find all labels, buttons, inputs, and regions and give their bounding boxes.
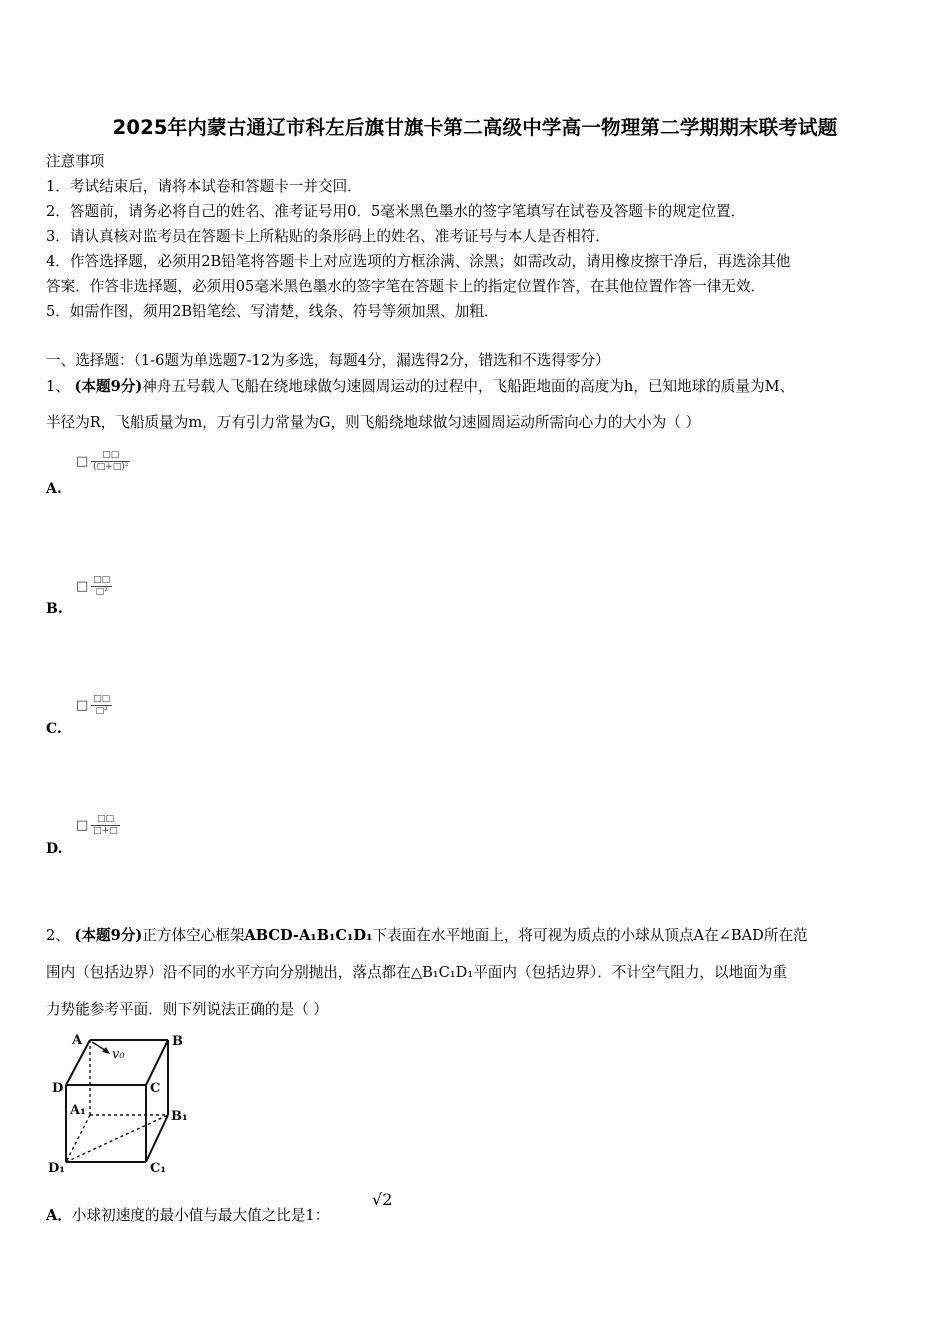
label-d1: D₁ <box>48 1161 65 1176</box>
notice-item-4-cont: 答案．作答非选择题，必须用05毫米黑色墨水的签字笔在答题卡上的指定位置作答，在其他位置作答一律无效． <box>46 278 766 295</box>
q1-option-c-box: □ <box>76 698 89 713</box>
q1-stem-line1 <box>46 377 794 397</box>
edge-c1b1 <box>146 1115 168 1162</box>
q2-text-2: 下表面在水平地面上，将可视为质点的小球从顶点A在∠BAD所在范 <box>372 927 808 944</box>
q2-stem-line1 <box>46 926 808 946</box>
q2-option-a-label: A． <box>46 1207 72 1224</box>
q1-option-c-label: C. <box>46 721 62 737</box>
cube-figure <box>46 1030 206 1180</box>
label-b: B <box>172 1034 183 1049</box>
q1-option-b-formula <box>76 575 112 598</box>
q1-option-a-num: □□ <box>91 450 130 462</box>
q2-stem-line2: 围内（包括边界）沿不同的水平方向分别抛出，落点都在△B₁C₁D₁平面内（包括边界）．不计空气阻力，以地面为重 <box>46 964 787 981</box>
q1-option-d-num: □□ <box>91 814 120 826</box>
q1-option-b-num: □□ <box>93 575 111 585</box>
q2-option-a-text: 小球初速度的最小值与最大值之比是1： <box>71 1207 330 1224</box>
q1-option-a-den: (□+□)² <box>93 462 129 472</box>
hidden-diagonal-d1b1 <box>66 1115 168 1162</box>
page-title: 2025年内蒙古通辽市科左后旗甘旗卡第二高级中学高一物理第二学期期末联考试题 <box>112 116 838 139</box>
q1-option-d-label: D. <box>46 841 63 857</box>
q1-option-a-formula <box>76 450 130 473</box>
q1-option-b-den: □² <box>95 587 108 597</box>
label-c: C <box>150 1081 161 1096</box>
label-v0: v₀ <box>112 1047 125 1062</box>
velocity-arrowhead <box>102 1047 110 1054</box>
notice-item-3: 3．请认真核对监考员在答题卡上所粘贴的条形码上的姓名、准考证号与本人是否相符． <box>46 228 610 245</box>
q1-option-c-num: □□ <box>93 694 111 704</box>
q1-option-d-den: □+□ <box>93 826 118 836</box>
q1-text-1: 神舟五号载人飞船在绕地球做匀速圆周运动的过程中，飞船距地面的高度为h，已知地球的质量为M、 <box>142 378 795 395</box>
notice-item-4: 4．作答选择题，必须用2B铅笔将答题卡上对应选项的方框涂满、涂黑；如需改动，请用橡皮擦干净后，再选涂其他 <box>46 253 791 270</box>
notice-item-2: 2．答题前，请务必将自己的姓名、准考证号用0．5毫米黑色墨水的签字笔填写在试卷及答题卡的规定位置． <box>46 203 746 220</box>
q1-option-b-box: □ <box>76 579 89 594</box>
q1-number: 1、 <box>46 378 70 395</box>
q1-option-c-formula <box>76 694 112 717</box>
q1-option-b-label: B. <box>46 601 63 617</box>
q1-option-d-box: □ <box>76 818 89 833</box>
q1-option-a-box: □ <box>76 454 89 469</box>
edge-bc <box>146 1040 168 1085</box>
q1-option-d-formula <box>76 814 120 837</box>
q2-cube-name: ABCD-A₁B₁C₁D₁ <box>244 927 373 944</box>
q1-option-c-den: □² <box>95 706 108 716</box>
q1-score: (本题9分) <box>74 378 143 395</box>
label-a: A <box>72 1033 83 1048</box>
q2-stem-line3: 力势能参考平面．则下列说法正确的是（ ） <box>46 1001 328 1018</box>
notice-heading: 注意事项 <box>46 153 105 170</box>
label-c1: C₁ <box>150 1161 167 1176</box>
notice-item-1: 1．考试结束后，请将本试卷和答题卡一并交回． <box>46 178 362 195</box>
q2-option-a-sqrt: √2 <box>372 1190 393 1209</box>
q2-score: (本题9分) <box>74 927 143 944</box>
q1-option-a-label: A. <box>46 481 62 497</box>
q2-option-a <box>46 1206 329 1226</box>
section-heading: 一、选择题：（1-6题为单选题7-12为多选，每题4分，漏选得2分，错选和不选得零分） <box>46 352 610 369</box>
notice-item-5: 5．如需作图，须用2B铅笔绘、写清楚，线条、符号等须加黑、加粗． <box>46 303 499 320</box>
q1-stem-line2: 半径为R，飞船质量为m，万有引力常量为G，则飞船绕地球做匀速圆周运动所需向心力的大小为（ ） <box>46 414 701 431</box>
q2-text-1: 正方体空心框架 <box>142 927 245 944</box>
label-b1: B₁ <box>171 1109 188 1124</box>
label-a1: A₁ <box>70 1103 86 1118</box>
hidden-edge-a1d1 <box>66 1115 90 1162</box>
q2-number: 2、 <box>46 927 70 944</box>
label-d: D <box>52 1081 64 1096</box>
